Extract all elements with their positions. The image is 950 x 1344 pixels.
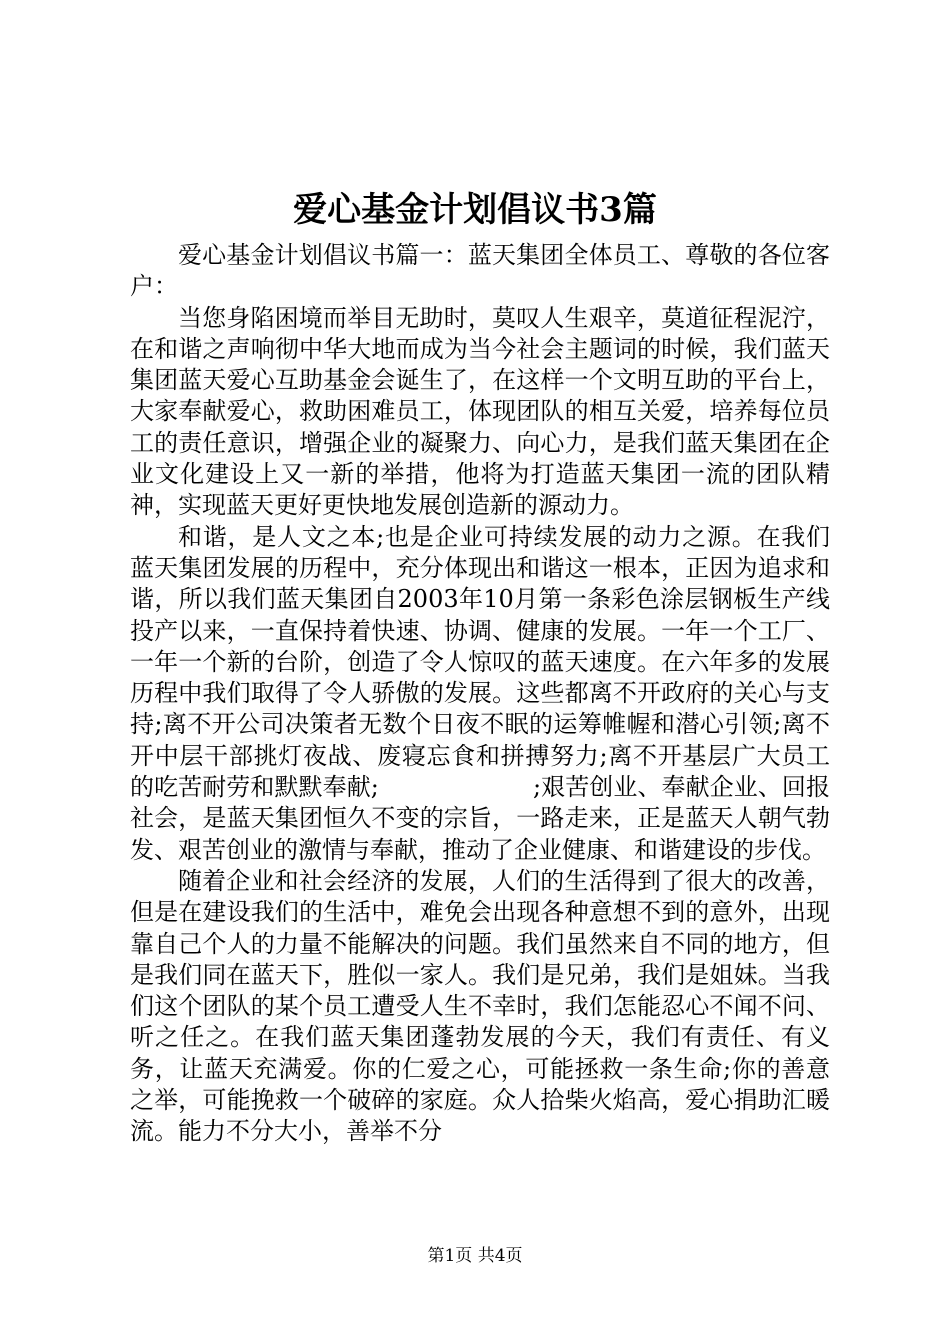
paragraph: 和谐，是人文之本;也是企业可持续发展的动力之源。在我们蓝天集团发展的历程中，充分体现出和谐这一根本，正因为追求和谐，所以我们蓝天集团自2003年10月第一条彩色涂层钢板生产线投产以来，一直保持着快速、协调、健康的发展。一年一个工厂、一年一个新的台阶，创造了令人惊叹的蓝天速度。在六年多的发展历程中我们取得了令人骄傲的发展。这些都离不开政府的关心与支持;离不开公司决策者无数个日夜不眠的运筹帷幄和潜心引领;离不开中层干部挑灯夜战、废寝忘食和拼搏努力;离不开基层广大员工的吃苦耐劳和默默奉献; ;艰苦创业、奉献企业、回报社会，是蓝天集团恒久不变的宗旨，一路走来，正是蓝天人朝气勃发、艰苦创业的激情与奉献，推动了企业健康、和谐建设的步伐。 (130, 522, 830, 864)
paragraph: 爱心基金计划倡议书篇一：蓝天集团全体员工、尊敬的各位客户： (130, 241, 830, 301)
page-number-footer: 第1页 共4页 (427, 1246, 523, 1266)
document-body (130, 240, 830, 1148)
page-title: 爱心基金计划倡议书3篇 (293, 190, 657, 230)
paragraph: 随着企业和社会经济的发展，人们的生活得到了很大的改善，但是在建设我们的生活中，难免会出现各种意想不到的意外，出现靠自己个人的力量不能解决的问题。我们虽然来自不同的地方，但是我们同在蓝天下，胜似一家人。我们是兄弟，我们是姐妹。当我们这个团队的某个员工遭受人生不幸时，我们怎能忍心不闻不问、听之任之。在我们蓝天集团蓬勃发展的今天，我们有责任、有义务，让蓝天充满爱。你的仁爱之心，可能拯救一条生命;你的善意之举，可能挽救一个破碎的家庭。众人拾柴火焰高，爱心捐助汇暖流。能力不分大小，善举不分 (130, 866, 830, 1146)
paragraph: 当您身陷困境而举目无助时，莫叹人生艰辛，莫道征程泥泞，在和谐之声响彻中华大地而成为当今社会主题词的时候，我们蓝天集团蓝天爱心互助基金会诞生了，在这样一个文明互助的平台上，大家奉献爱心，救助困难员工，体现团队的相互关爱，培养每位员工的责任意识，增强企业的凝聚力、向心力，是我们蓝天集团在企业文化建设上又一新的举措，他将为打造蓝天集团一流的团队精神，实现蓝天更好更快地发展创造新的源动力。 (130, 303, 830, 520)
